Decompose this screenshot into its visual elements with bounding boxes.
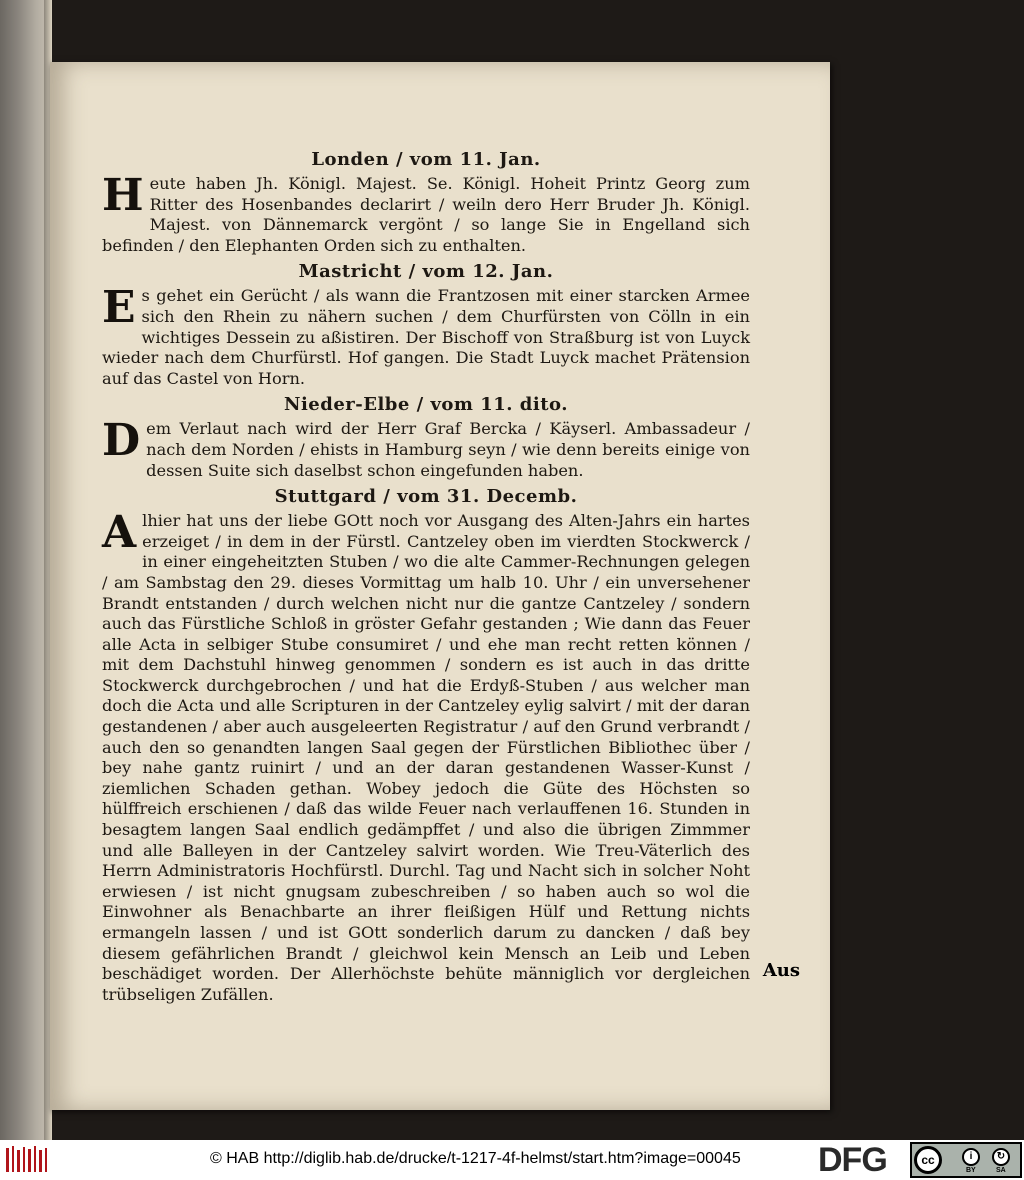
section-paragraph <box>102 282 750 389</box>
section-nieder-elbe <box>102 393 750 481</box>
section-heading: Mastricht / vom 12. Jan. <box>298 261 554 283</box>
source-url-text: © HAB http://diglib.hab.de/drucke/t-1217-4f-helmst/start.htm?image=00045 <box>210 1150 741 1167</box>
section-stuttgard <box>102 485 750 1005</box>
section-londen <box>102 148 750 256</box>
share-alike-icon: ↻ <box>992 1148 1010 1166</box>
person-icon: i <box>962 1148 980 1166</box>
drop-cap: A <box>102 507 137 559</box>
drop-cap: E <box>102 282 136 334</box>
catchword: Aus <box>762 960 800 981</box>
section-heading: Stuttgard / vom 31. Decemb. <box>274 486 578 508</box>
license-by-label: BY <box>966 1167 976 1174</box>
paragraph-text: lhier hat uns der liebe GOtt noch vor Ausgang des Alten-Jahrs ein hartes erzeiget / in dem in der Fürstl. Cantzeley oben im vierdten Stockwerck / in einer eingeheitzten Stuben / wo die alte Cammer-Rechnungen gelegen / am Sambstag den 29. dieses Vormittag um halb 10. Uhr / ein unversehener Brandt entstanden / durch welchen nicht nur die gantze Cantzeley / sondern auch das Fürstliche Schloß in gröster Gefahr gestanden ; Wie dann das Feuer alle Acta in selbiger Stube consumiret / und ehe man recht retten können / mit dem Dachstuhl hinweg genommen / sondern es ist auch in das dritte Stockwerck durchgebrochen / und hat die Erdyß-Stuben / aus welcher man doch die Acta und alle Scripturen in der Cantzeley eylig salvirt / mit der daran gestandenen / aber auch ausgeleerten Registratur / auf den Grund verbrandt / auch den so genandten langen Saal gegen der Fürstlichen Bibliothec über / bey nahe gantz ruinirt / und an der daran gestandenen Wasser-Kunst / ziemlichen Schaden gethan. Wobey jedoch die Güte des Höchsten so hülffreich erschienen / daß das wilde Feuer nach verlauffenen 16. Stunden in besagtem langen Saal endlich gedämpffet / und also die übrigen Zimmmer und alle Balleyen in der Cantzeley salvirt worden. Wie Treu-Väterlich des Herrn Administratoris Hochfürstl. Durchl. Tag und Nacht sich in solcher Noht erwiesen / ist nicht gnugsam zubeschreiben / so haben auch so wol die Einwohner als Benachbarte an ihrer fleißigen Hülf und Rettung nichts ermangeln lassen / und ist GOtt sonderlich darum zu dancken / daß bey diesem gefährlichen Brandt / gleichwol kein Mensch an Leib und Leben beschädiget worden. Der Allerhöchste behüte männiglich vor dergleichen trübseligen Zufällen. <box>102 511 750 1004</box>
document-page <box>50 62 830 1110</box>
section-heading: Londen / vom 11. Jan. <box>311 149 541 170</box>
cc-license-badge[interactable] <box>910 1142 1022 1178</box>
hab-logo-icon <box>4 1144 50 1176</box>
drop-cap: D <box>102 415 141 467</box>
section-paragraph <box>102 507 750 1005</box>
section-paragraph <box>102 415 750 481</box>
cc-icon: cc <box>914 1146 942 1174</box>
section-paragraph <box>102 170 750 256</box>
dfg-logo: DFG <box>818 1141 887 1179</box>
license-sa-label: SA <box>996 1167 1006 1174</box>
section-mastricht <box>102 260 750 389</box>
page-text-block <box>102 144 750 1007</box>
footer-bar <box>0 1140 1024 1180</box>
book-spine-edge <box>0 0 52 1140</box>
section-heading: Nieder-Elbe / vom 11. dito. <box>284 394 568 416</box>
paragraph-text: s gehet ein Gerücht / als wann die Frantzosen mit einer starcken Armee sich den Rhein zu nähern suchen / dem Churfürsten von Cölln in ein wichtiges Dessein zu aßistiren. Der Bischoff von Straßburg ist von Luyck wieder nach dem Churfürstl. Hof gangen. Die Stadt Luyck machet Prätension auf das Castel von Horn. <box>102 286 750 388</box>
paragraph-text: eute haben Jh. Königl. Majest. Se. Königl. Hoheit Printz Georg zum Ritter des Hosenbandes declarirt / weiln dero Herr Bruder Jh. Königl. Majest. von Dännemarck vergönt / so lange Sie in Engelland sich befinden / den Elephanten Orden sich zu enthalten. <box>102 174 750 255</box>
paragraph-text: em Verlaut nach wird der Herr Graf Bercka / Käyserl. Ambassadeur / nach dem Norden / ehists in Hamburg seyn / wie denn bereits einige von dessen Suite sich daselbst schon eingefunden haben. <box>146 419 750 480</box>
drop-cap: H <box>102 170 144 221</box>
